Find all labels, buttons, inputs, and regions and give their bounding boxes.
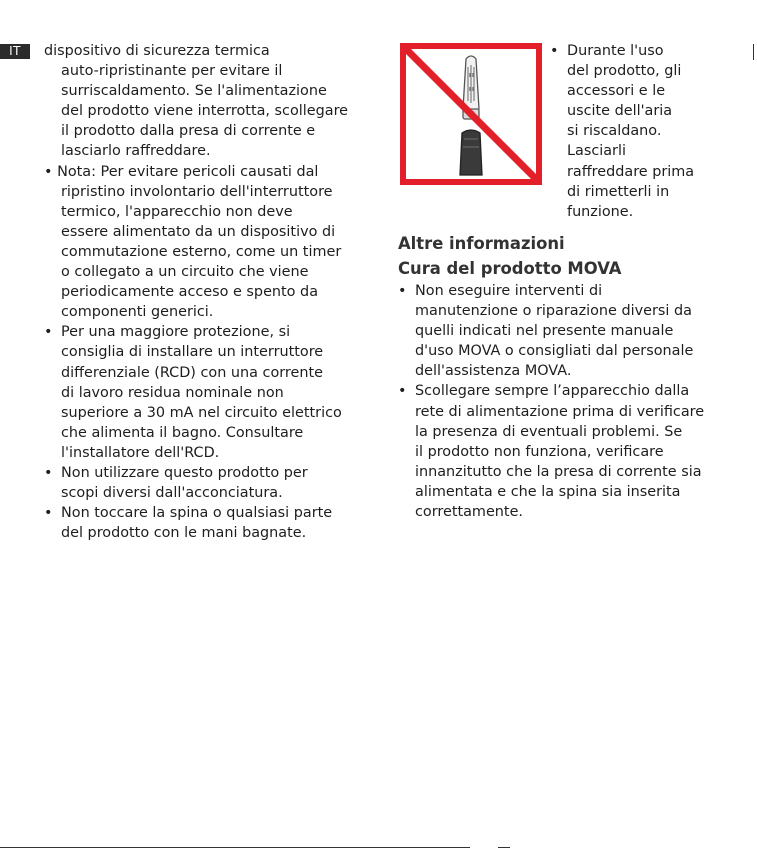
text-line: ripristino involontario dell'interruttore <box>61 183 333 200</box>
text-line: innanzitutto che la presa di corrente sia <box>415 463 702 480</box>
text-line: il prodotto non funziona, verificare <box>415 443 664 460</box>
text-line: differenziale (RCD) con una corrente <box>61 364 323 381</box>
page-edge-mark <box>753 44 754 60</box>
text-line: superiore a 30 mA nel circuito elettrico <box>61 404 342 421</box>
bullet-item <box>44 322 356 463</box>
text-line: Non utilizzare questo prodotto per <box>61 464 308 481</box>
right-column <box>398 41 718 522</box>
footer-rule <box>0 847 470 848</box>
text-line: componenti generici. <box>61 304 214 321</box>
text-line: del prodotto viene interrotta, scollegare <box>61 103 349 120</box>
text-line: d'uso MOVA o consigliati dal personale <box>415 343 694 360</box>
text-line: correttamente. <box>415 504 523 521</box>
bullet-item <box>398 281 718 381</box>
bullet-marker: • <box>44 163 53 180</box>
text-line: scopi diversi dall'acconciatura. <box>61 485 283 502</box>
text-line: del prodotto, gli <box>567 63 682 80</box>
text-line: il prodotto dalla presa di corrente e <box>61 123 316 140</box>
text-line: manutenzione o riparazione diversi da <box>415 303 692 320</box>
text-line: si riscaldano. <box>567 123 662 140</box>
text-line: Durante l'uso <box>567 43 664 59</box>
warning-bullet <box>550 41 737 222</box>
note-paragraph <box>44 162 356 323</box>
bullet-marker: • <box>44 464 53 481</box>
bullet-marker: • <box>44 505 53 522</box>
section-heading: Altre informazioni <box>398 234 565 253</box>
text-line: raffreddare prima <box>567 163 695 180</box>
text-line: di lavoro residua nominale non <box>61 384 284 401</box>
language-tab: IT <box>0 44 30 59</box>
bullet-item <box>44 463 356 503</box>
text-line: dispositivo di sicurezza termica <box>44 43 270 59</box>
text-line: quelli indicati nel presente manuale <box>415 323 674 340</box>
text-line: alimentata e che la spina sia inserita <box>415 483 681 500</box>
left-column <box>44 41 356 543</box>
bullet-marker: • <box>398 283 407 299</box>
bullet-marker: • <box>398 383 407 400</box>
bullet-marker: • <box>44 324 53 341</box>
bullet-marker: • <box>550 43 559 59</box>
text-line: accessori e le <box>567 83 666 100</box>
text-line: Non toccare la spina o qualsiasi parte <box>61 505 333 522</box>
note-first-line <box>44 162 356 182</box>
text-line: commutazione esterno, come un timer <box>61 243 342 260</box>
text-line: Nota: Per evitare pericoli causati dal <box>57 163 319 180</box>
text-line: Lasciarli <box>567 143 626 160</box>
text-line: termico, l'apparecchio non deve <box>61 203 293 220</box>
text-line: auto-ripristinante per evitare il <box>61 63 283 80</box>
text-line: la presenza di eventuali problemi. Se <box>415 423 683 440</box>
text-line: dell'assistenza MOVA. <box>415 363 572 380</box>
text-line: surriscaldamento. Se l'alimentazione <box>61 83 327 100</box>
text-line: l'installatore dell'RCD. <box>61 444 220 461</box>
text-line: che alimenta il bagno. Consultare <box>61 424 304 441</box>
text-line: consiglia di installare un interruttore <box>61 344 324 361</box>
footer-rule-short <box>498 847 510 848</box>
prohibition-illustration <box>400 43 542 185</box>
text-line: uscite dell'aria <box>567 103 673 120</box>
text-line: Non eseguire interventi di <box>415 283 603 299</box>
text-line: Scollegare sempre l’apparecchio dalla <box>415 383 690 400</box>
subsection-heading: Cura del prodotto MOVA <box>398 259 622 278</box>
text-line: o collegato a un circuito che viene <box>61 264 309 281</box>
text-line: del prodotto con le mani bagnate. <box>61 525 307 542</box>
text-line: periodicamente acceso e spento da <box>61 284 319 301</box>
text-line: essere alimentato da un dispositivo di <box>61 223 336 240</box>
bullet-item <box>398 381 718 522</box>
text-line: lasciarlo raffreddare. <box>61 143 211 160</box>
text-line: rete di alimentazione prima di verificare <box>415 403 705 420</box>
text-line: di rimetterli in <box>567 183 670 200</box>
bullet-item <box>44 503 356 543</box>
text-line: funzione. <box>567 203 634 220</box>
text-line: Per una maggiore protezione, si <box>61 324 291 341</box>
warning-block <box>398 41 718 220</box>
